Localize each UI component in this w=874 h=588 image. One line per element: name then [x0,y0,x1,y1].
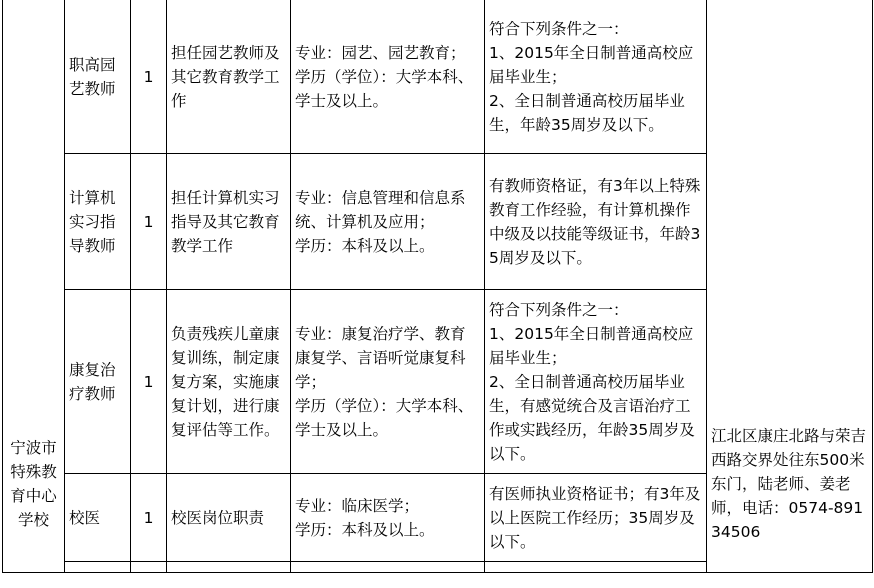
condition-line: 2、全日制普通高校历届毕业生，有感觉统合及言语治疗工作或实践经历，年龄35周岁及以下。 [489,372,695,463]
recruitment-table [2,0,873,573]
count-cell: 1 [131,154,167,290]
position-cell: 康复治疗教师 [65,290,131,474]
major-cell [291,154,485,290]
major-line: 学历：本科及以上。 [295,236,435,255]
condition-cell [485,290,707,474]
condition-line: 1、2015年全日制普通高校应届毕业生； [489,43,694,86]
condition-line: 符合下列条件之一： [489,300,629,319]
condition-cell [485,0,707,154]
count-cell: 1 [131,474,167,562]
duties-cell: 负责残疾儿童康复训练，制定康复方案，实施康复计划，进行康复评估等工作。 [167,290,291,474]
cut-off-cell [291,562,485,573]
duties-cell: 校医岗位职责 [167,474,291,562]
major-line: 学历（学位）：大学本科、学士及以上。 [295,67,474,110]
condition-cell [485,474,707,562]
employer-cell: 宁波市特殊教育中心学校 [3,0,65,573]
condition-line: 有医师执业资格证书；有3年及以上医院工作经历；35周岁及以下。 [489,484,701,551]
condition-line: 有教师资格证，有3年以上特殊教育工作经验，有计算机操作中级及以技能等级证书，年龄35周岁及以下。 [489,176,701,267]
duties-cell: 担任计算机实习指导及其它教育教学工作 [167,154,291,290]
major-line: 专业：临床医学； [295,496,420,515]
duties-cell: 担任园艺教师及其它教育教学工作 [167,0,291,154]
major-line: 专业：园艺、园艺教育； [295,43,466,62]
cut-off-cell [131,562,167,573]
major-cell [291,0,485,154]
major-line: 专业：信息管理和信息系统、计算机及应用； [295,188,466,231]
condition-line: 2、全日制普通高校历届毕业生，年龄35周岁及以下。 [489,91,685,134]
count-cell: 1 [131,0,167,154]
condition-line: 符合下列条件之一： [489,19,629,38]
condition-line: 1、2015年全日制普通高校应届毕业生； [489,324,694,367]
major-cell [291,290,485,474]
major-cell [291,474,485,562]
major-line: 学历：本科及以上。 [295,520,435,539]
major-line: 专业：康复治疗学、教育康复学、言语听觉康复科学； [295,324,466,391]
cut-off-cell [65,562,131,573]
count-cell: 1 [131,290,167,474]
major-line: 学历（学位）：大学本科、学士及以上。 [295,396,474,439]
position-cell: 职高园艺教师 [65,0,131,154]
condition-cell [485,154,707,290]
position-cell: 校医 [65,474,131,562]
table-row [3,0,873,154]
contact-cell: 江北区康庄北路与荣吉西路交界处往东500米东门，陆老师、姜老师，电话：0574-89134506 [707,0,873,573]
position-cell: 计算机实习指导教师 [65,154,131,290]
cut-off-cell [167,562,291,573]
cut-off-cell [485,562,707,573]
